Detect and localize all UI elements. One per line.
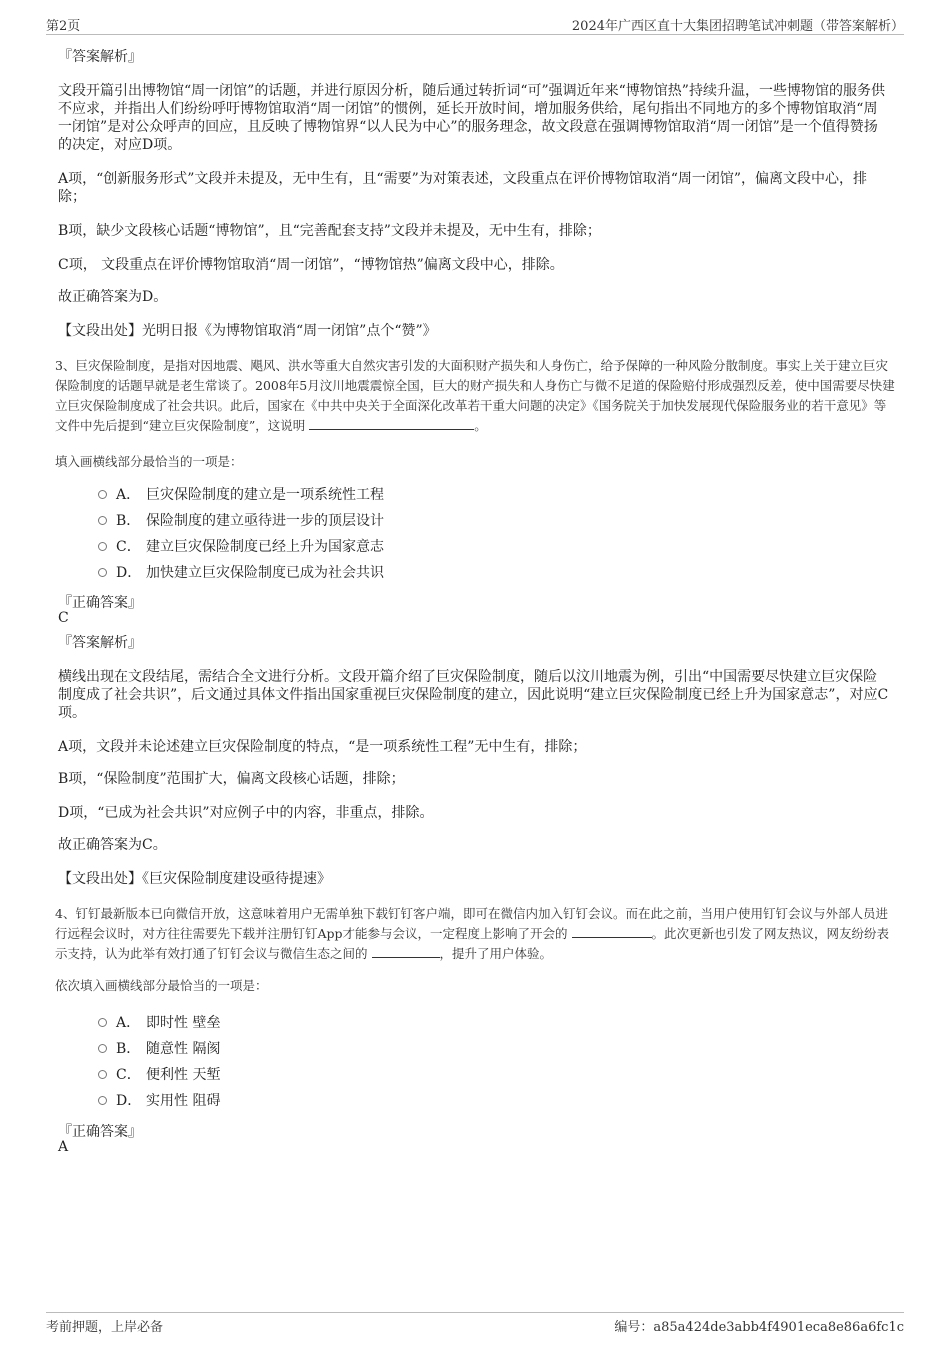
analysis-paragraph: B项，缺少文段核心话题“博物馆”，且“完善配套支持”文段并未提及，无中生有，排除； [58,223,601,239]
option-b[interactable]: B． 保险制度的建立亟待进一步的顶层设计 [98,511,384,531]
option-c[interactable]: C． 便利性 天堑 [98,1065,220,1085]
radio-icon[interactable] [98,490,107,499]
radio-icon[interactable] [98,568,107,577]
correct-answer: C [58,610,69,626]
source-citation: 【文段出处】光明日报《为博物馆取消“周一闭馆”点个“赞”》 [58,323,437,339]
radio-icon[interactable] [98,516,107,525]
option-a[interactable]: A． 巨灾保险制度的建立是一项系统性工程 [98,485,384,505]
question-prompt: 依次填入画横线部分最恰当的一项是： [55,978,268,993]
correct-answer-statement: 故正确答案为C。 [58,837,167,853]
correct-answer-label: 『正确答案』 [58,1124,142,1140]
analysis-paragraph: 文段开篇引出博物馆“周一闭馆”的话题，并进行原因分析，随后通过转折词“可”强调近年来“博物馆热”持续升温，一些博物馆的服务供不应求，并指出人们纷纷呼吁博物馆取消“周一闭馆”的惯例，延长开放时间，增加服务供给，尾句指出不同地方的多个博物馆取消“周一闭馆”是对公众呼声的回应，且反映了博物馆界“以人民为中心”的服务理念，故文段意在强调博物馆取消“周一闭馆”是一个值得赞扬的决定，对应D项。 [58,83,885,153]
page-number: 第2页 [46,19,81,34]
correct-answer: A [58,1139,69,1155]
analysis-paragraph: B项，“保险制度”范围扩大，偏离文段核心话题，排除； [58,771,405,787]
analysis-paragraph: A项，“创新服务形式”文段并未提及，无中生有，且“需要”为对策表述，文段重点在评价博物馆取消“周一闭馆”，偏离文段中心，排除； [58,171,868,205]
option-d[interactable]: D． 实用性 阻碍 [98,1091,220,1111]
analysis-label: 『答案解析』 [58,635,142,651]
document-id: 编号：a85a424de3abb4f4901eca8e86a6fc1c [614,1320,904,1335]
source-citation: 【文段出处】《巨灾保险制度建设亟待提速》 [58,871,331,887]
correct-answer-statement: 故正确答案为D。 [58,289,168,305]
page-header [46,14,904,35]
page-footer [46,1312,904,1333]
option-a[interactable]: A． 即时性 壁垒 [98,1013,220,1033]
correct-answer-label: 『正确答案』 [58,595,142,611]
question-3-text: 3、巨灾保险制度，是指对因地震、飓风、洪水等重大自然灾害引发的大面积财产损失和人身伤亡，给予保障的一种风险分散制度。事实上关于建立巨灾保险制度的话题早就是老生常谈了。2008年5月汶川地震震惊全国，巨大的财产损失和人身伤亡与微不足道的保险赔付形成强烈反差，使中国需要尽快建立巨灾保险制度成了社会共识。此后，国家在《中共中央关于全面深化改革若干重大问题的决定》《国务院关于加快发展现代保险服务业的若干意见》等文件中先后提到“建立巨灾保险制度”，这说明 。 [55,358,895,433]
radio-icon[interactable] [98,1044,107,1053]
answer-blank [372,945,440,958]
option-c[interactable]: C． 建立巨灾保险制度已经上升为国家意志 [98,537,384,557]
radio-icon[interactable] [98,1070,107,1079]
analysis-paragraph: A项，文段并未论述建立巨灾保险制度的特点，“是一项系统性工程”无中生有，排除； [58,739,587,755]
analysis-paragraph: D项，“已成为社会共识”对应例子中的内容，非重点，排除。 [58,805,434,821]
question-4-text: 4、钉钉最新版本已向微信开放，这意味着用户无需单独下载钉钉客户端，即可在微信内加入钉钉会议。而在此之前，当用户使用钉钉会议与外部人员进行远程会议时，对方往往需要先下载并注册钉钉App才能参与会议，一定程度上影响了开会的 。此次更新也引发了网友热议，网友纷纷表示支持，认为此举有效打通了钉钉会议与微信生态之间的 ，提升了用户体验。 [55,906,890,961]
answer-blank [572,925,652,938]
option-d[interactable]: D． 加快建立巨灾保险制度已成为社会共识 [98,563,384,583]
footer-slogan: 考前押题，上岸必备 [46,1320,164,1335]
radio-icon[interactable] [98,542,107,551]
option-b[interactable]: B． 随意性 隔阂 [98,1039,220,1059]
document-title: 2024年广西区直十大集团招聘笔试冲刺题（带答案解析） [571,19,904,34]
answer-blank [309,417,474,430]
radio-icon[interactable] [98,1096,107,1105]
question-prompt: 填入画横线部分最恰当的一项是： [55,454,243,469]
analysis-paragraph: C项， 文段重点在评价博物馆取消“周一闭馆”，“博物馆热”偏离文段中心，排除。 [58,257,564,273]
radio-icon[interactable] [98,1018,107,1027]
analysis-paragraph: 横线出现在文段结尾，需结合全文进行分析。文段开篇介绍了巨灾保险制度，随后以汶川地震为例，引出“中国需要尽快建立巨灾保险制度成了社会共识”，后文通过具体文件指出国家重视巨灾保险制度的建立，因此说明“建立巨灾保险制度已经上升为国家意志”，对应C项。 [58,669,889,721]
analysis-label: 『答案解析』 [58,49,142,65]
